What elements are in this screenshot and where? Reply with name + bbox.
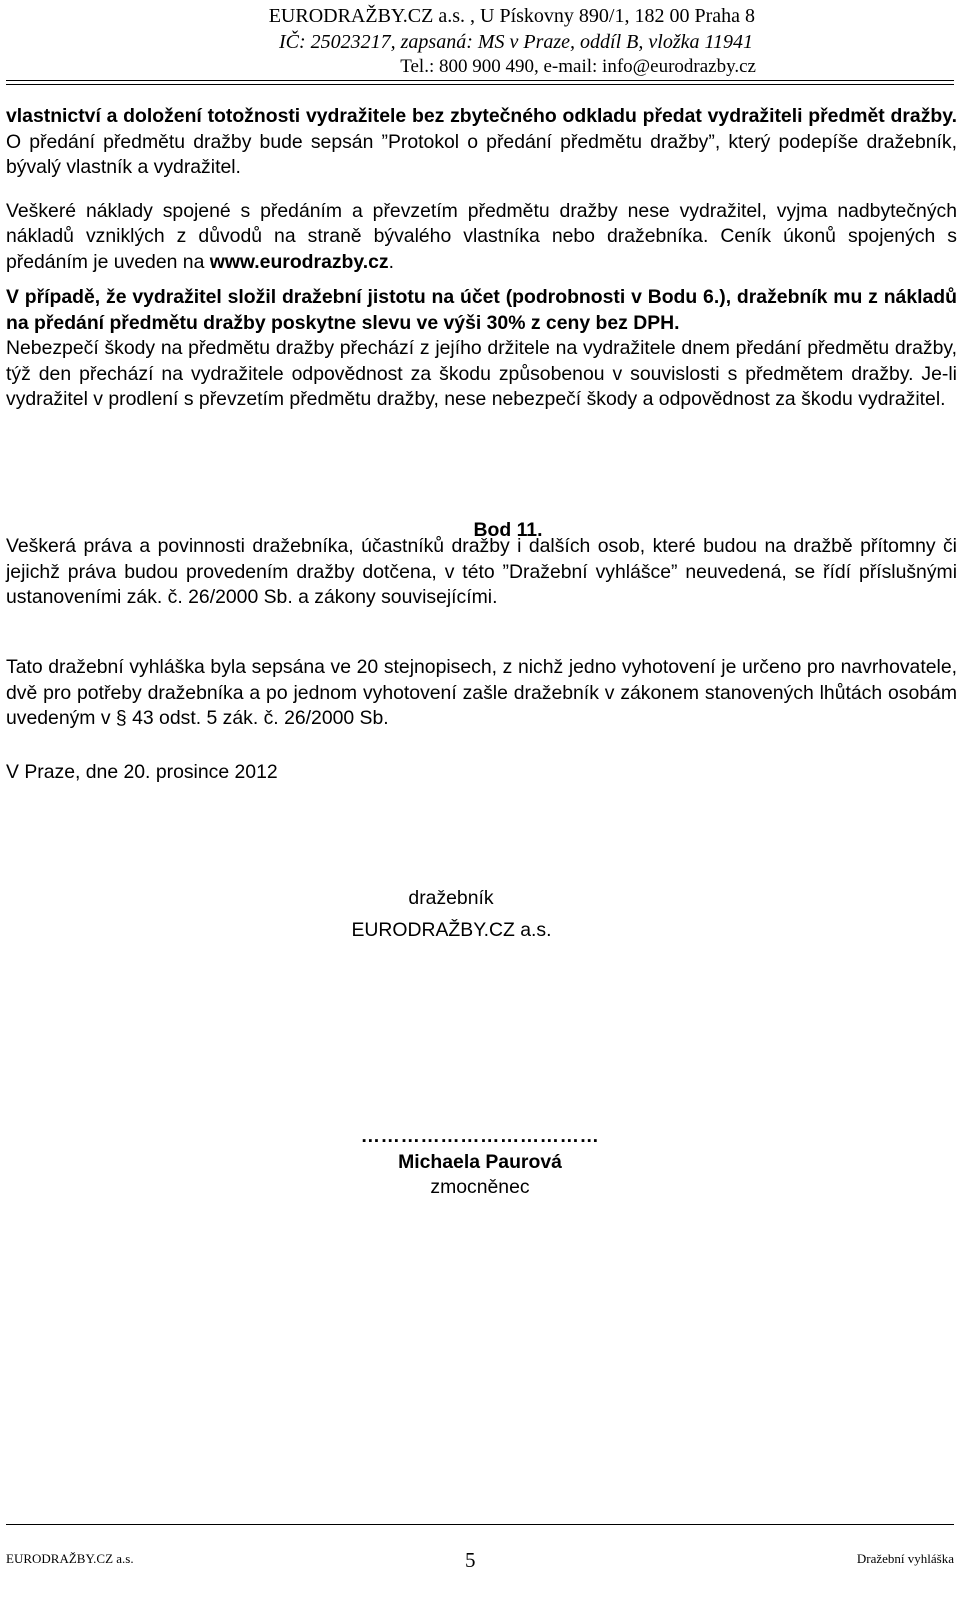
paragraph-rights: Veškerá práva a povinnosti dražebníka, účastníků dražby i dalších osob, které budou na dražbě přítomny či jejichž práva budou provedením dražby dotčena, v této ”Dražební vyhlášce” neuvedená, se řídí příslušnými ustanoveními zák. č. 26/2000 Sb. a zákony souvisejícími. <box>6 535 957 608</box>
page-number: 5 <box>465 1548 476 1572</box>
paragraph-costs <box>6 199 957 276</box>
signer-title: zmocněnec <box>430 1176 530 1198</box>
paragraph-risk: Nebezpečí škody na předmětu dražby přechází z jejího držitele na vydražitele dnem předání předmětu dražby, týž den přechází na vydražitele odpovědnost za škodu způsobenou v souvislosti s předmětem dražby. Je-li vydražitel v prodlení s převzetím předmětu dražby, nese nebezpečí škody a odpovědnost za škodu vydražitel. <box>6 337 957 410</box>
website-link[interactable]: www.eurodrazby.cz <box>209 250 389 273</box>
paragraph-handover <box>6 104 957 181</box>
paragraph-discount <box>6 285 957 336</box>
header-divider <box>6 80 954 81</box>
paragraph-discount-bold: V případě, že vydražitel složil dražební jistotu na účet (podrobnosti v Bodu 6.), dražebník mu z nákladů na předání předmětu dražby poskytne slevu ve výši 30% z ceny bez DPH. <box>6 286 957 334</box>
paragraph-copies: Tato dražební vyhláška byla sepsána ve 20 stejnopisech, z nichž jedno vyhotovení je určeno pro navrhovatele, dvě pro potřeby dražebníka a po jednom vyhotovení zašle dražebník v zákonem stanovených lhůtách osobám uvedeným v § 43 odst. 5 zák. č. 26/2000 Sb. <box>6 656 957 729</box>
header-divider-thin <box>6 84 954 85</box>
footer-company: EURODRAŽBY.CZ a.s. <box>6 1551 134 1566</box>
paragraph-costs-end: . <box>388 250 395 273</box>
signature-area <box>0 1124 960 1201</box>
header-company-address: EURODRAŽBY.CZ a.s. , U Pískovny 890/1, 182 00 Praha 8 <box>268 5 755 27</box>
signature-line: ……………………………… <box>360 1125 600 1147</box>
signer-company: EURODRAŽBY.CZ a.s. <box>351 918 552 941</box>
place-date: V Praze, dne 20. prosince 2012 <box>6 761 278 783</box>
paragraph-handover-text: O předání předmětu dražby bude sepsán ”Protokol o předání předmětu dražby”, který podepíše dražebník, bývalý vlastník a vydražitel. <box>6 130 957 178</box>
paragraph-costs-text: Veškeré náklady spojené s předáním a převzetím předmětu dražby nese vydražitel, vyjma nadbytečných nákladů vzniklých z důvodů na straně bývalého vlastníka nebo dražebníka. Ceník úkonů spojených s předáním je uveden na <box>6 199 957 273</box>
page-footer <box>0 1524 960 1609</box>
footer-divider <box>6 1524 954 1525</box>
paragraph-handover-bold: vlastnictví a doložení totožnosti vydražitele bez zbytečného odkladu předat vydražiteli předmět dražby. <box>6 105 957 127</box>
header-contact: Tel.: 800 900 490, e-mail: info@eurodrazby.cz <box>400 56 756 77</box>
header-registration: IČ: 25023217, zapsaná: MS v Praze, oddíl B, vložka 11941 <box>278 31 753 53</box>
page-header <box>0 0 960 82</box>
document-body <box>6 104 957 413</box>
signer-name: Michaela Paurová <box>398 1150 562 1173</box>
signer-role: dražebník <box>408 887 494 909</box>
section-heading-text: Bod 11. <box>473 519 543 541</box>
signature-block <box>0 886 960 943</box>
footer-document-title: Dražební vyhláška <box>856 1551 954 1566</box>
